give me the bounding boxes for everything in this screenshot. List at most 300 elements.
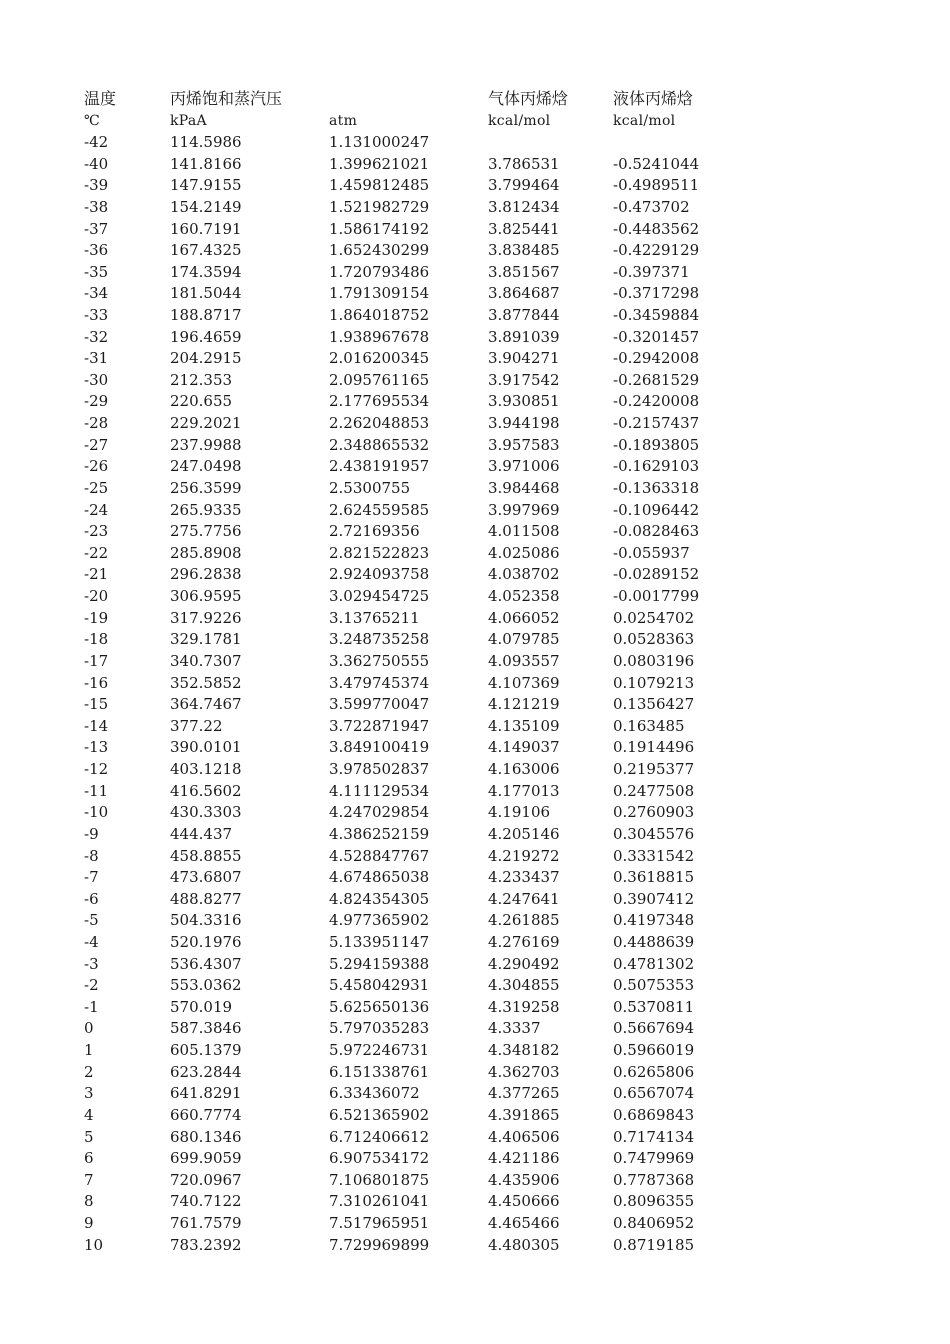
pressure-kpaa-cell: 154.2149: [170, 197, 242, 216]
pressure-atm-cell: 2.72169356: [329, 522, 420, 541]
gas-enthalpy-cell: 3.930851: [488, 392, 560, 411]
liquid-enthalpy-cell: -0.2157437: [613, 414, 700, 433]
liquid-enthalpy-cell: 0.7787368: [613, 1170, 695, 1189]
gas-enthalpy-cell: 4.319258: [488, 997, 560, 1016]
table-row: [0, 889, 950, 910]
pressure-atm-cell: 4.111129534: [329, 781, 430, 800]
pressure-kpaa-cell: 488.8277: [170, 889, 242, 908]
pressure-kpaa-cell: 114.5986: [170, 133, 242, 151]
gas-enthalpy-cell: 3.997969: [488, 500, 560, 519]
pressure-kpaa-cell: 147.9155: [170, 176, 242, 195]
temperature-cell: -1: [84, 997, 99, 1016]
liquid-enthalpy-cell: 0.6869843: [613, 1105, 695, 1124]
temperature-cell: -17: [84, 651, 109, 670]
pressure-atm-cell: 5.797035283: [329, 1019, 430, 1038]
table-row: [0, 262, 950, 283]
table-row: [0, 802, 950, 823]
gas-enthalpy-cell: 3.891039: [488, 327, 560, 346]
liquid-enthalpy-cell: 0.2195377: [613, 760, 695, 778]
pressure-kpaa-cell: 680.1346: [170, 1127, 242, 1146]
temperature-cell: 10: [84, 1235, 104, 1254]
table-row: [0, 327, 950, 348]
pressure-atm-cell: 6.712406612: [329, 1127, 430, 1146]
liquid-enthalpy-cell: -0.5241044: [613, 154, 700, 173]
pressure-kpaa-cell: 377.22: [170, 716, 223, 735]
pressure-atm-cell: 7.517965951: [329, 1214, 430, 1232]
pressure-kpaa-cell: 285.8908: [170, 543, 242, 562]
pressure-kpaa-cell: 204.2915: [170, 349, 242, 368]
table-row: [0, 370, 950, 391]
liquid-enthalpy-cell: 0.4781302: [613, 954, 695, 973]
liquid-enthalpy-cell: -0.4229129: [613, 241, 700, 260]
table-row: [0, 651, 950, 672]
liquid-enthalpy-cell: 0.7174134: [613, 1127, 695, 1146]
pressure-atm-cell: 2.016200345: [329, 349, 430, 368]
pressure-kpaa-cell: 352.5852: [170, 673, 242, 692]
liquid-enthalpy-cell: 0.8719185: [613, 1235, 695, 1254]
temperature-cell: -2: [84, 976, 99, 995]
pressure-atm-cell: 5.458042931: [329, 976, 430, 995]
pressure-kpaa-cell: 364.7467: [170, 695, 242, 714]
table-row: [0, 240, 950, 261]
temperature-cell: -11: [84, 781, 109, 800]
gas-enthalpy-cell: 3.851567: [488, 262, 560, 281]
pressure-atm-cell: 5.133951147: [329, 932, 430, 951]
table-row: [0, 197, 950, 218]
temperature-cell: -30: [84, 370, 109, 389]
pressure-atm-cell: 4.247029854: [329, 803, 430, 822]
temperature-cell: -28: [84, 414, 109, 433]
liquid-enthalpy-cell: 0.3045576: [613, 824, 695, 843]
gas-enthalpy-cell: 4.3337: [488, 1019, 541, 1038]
table-row: [0, 1105, 950, 1126]
pressure-kpaa-cell: 237.9988: [170, 435, 242, 454]
table-row: [0, 543, 950, 564]
temperature-cell: 1: [84, 1041, 94, 1059]
temperature-cell: -36: [84, 241, 109, 260]
pressure-kpaa-cell: 699.9059: [170, 1149, 242, 1168]
table-row: [0, 132, 950, 153]
pressure-atm-cell: 1.720793486: [329, 262, 430, 281]
liquid-enthalpy-cell: -0.1363318: [613, 478, 700, 497]
temperature-cell: -38: [84, 197, 109, 216]
temperature-cell: -27: [84, 435, 109, 454]
temperature-cell: -33: [84, 306, 109, 324]
unit-atm: atm: [329, 113, 358, 129]
pressure-kpaa-cell: 174.3594: [170, 262, 242, 281]
pressure-kpaa-cell: 430.3303: [170, 803, 242, 822]
liquid-enthalpy-cell: 0.1914496: [613, 738, 695, 757]
temperature-cell: -15: [84, 695, 109, 714]
pressure-atm-cell: 1.131000247: [329, 133, 430, 151]
temperature-cell: -37: [84, 219, 109, 238]
gas-enthalpy-cell: 4.480305: [488, 1235, 560, 1254]
temperature-cell: -26: [84, 457, 109, 476]
gas-enthalpy-cell: 4.19106: [488, 803, 551, 822]
pressure-kpaa-cell: 416.5602: [170, 781, 242, 800]
pressure-kpaa-cell: 740.7122: [170, 1192, 242, 1211]
temperature-cell: -19: [84, 608, 109, 627]
gas-enthalpy-cell: 3.917542: [488, 370, 560, 389]
pressure-kpaa-cell: 536.4307: [170, 954, 242, 973]
temperature-cell: -7: [84, 868, 99, 887]
pressure-atm-cell: 2.624559585: [329, 500, 430, 519]
temperature-cell: -8: [84, 846, 99, 865]
temperature-cell: -42: [84, 133, 109, 151]
pressure-atm-cell: 1.399621021: [329, 154, 430, 173]
temperature-cell: 7: [84, 1170, 94, 1189]
liquid-enthalpy-cell: -0.1096442: [613, 500, 700, 519]
gas-enthalpy-cell: 4.304855: [488, 976, 560, 995]
temperature-cell: -25: [84, 478, 109, 497]
liquid-enthalpy-cell: 0.5966019: [613, 1041, 695, 1059]
gas-enthalpy-cell: 4.121219: [488, 695, 560, 714]
temperature-cell: -13: [84, 738, 109, 757]
gas-enthalpy-cell: 4.362703: [488, 1062, 560, 1081]
pressure-kpaa-cell: 458.8855: [170, 846, 242, 865]
units-row: [0, 111, 950, 132]
pressure-atm-cell: 2.924093758: [329, 565, 430, 584]
liquid-enthalpy-cell: -0.1629103: [613, 457, 700, 476]
table-row: [0, 283, 950, 304]
liquid-enthalpy-cell: 0.3907412: [613, 889, 695, 908]
temperature-cell: -40: [84, 154, 109, 173]
table-row: [0, 175, 950, 196]
pressure-atm-cell: 2.095761165: [329, 370, 430, 389]
liquid-enthalpy-cell: -0.0828463: [613, 522, 700, 541]
table-row: [0, 478, 950, 499]
table-row: [0, 391, 950, 412]
gas-enthalpy-cell: 4.149037: [488, 738, 560, 757]
gas-enthalpy-cell: 4.377265: [488, 1084, 560, 1103]
table-row: [0, 1062, 950, 1083]
pressure-atm-cell: 4.977365902: [329, 911, 430, 930]
pressure-kpaa-cell: 229.2021: [170, 414, 242, 433]
pressure-kpaa-cell: 265.9335: [170, 500, 242, 519]
pressure-kpaa-cell: 188.8717: [170, 306, 242, 324]
liquid-enthalpy-cell: 0.5667694: [613, 1019, 695, 1038]
pressure-kpaa-cell: 403.1218: [170, 760, 242, 778]
gas-enthalpy-cell: 4.093557: [488, 651, 560, 670]
table-row: [0, 716, 950, 737]
liquid-enthalpy-cell: -0.1893805: [613, 435, 700, 454]
pressure-kpaa-cell: 275.7756: [170, 522, 242, 541]
pressure-kpaa-cell: 623.2844: [170, 1062, 242, 1081]
gas-enthalpy-cell: 3.904271: [488, 349, 560, 368]
gas-enthalpy-cell: 3.838485: [488, 241, 560, 260]
gas-enthalpy-cell: 4.135109: [488, 716, 560, 735]
temperature-cell: -34: [84, 284, 109, 303]
pressure-atm-cell: 2.262048853: [329, 414, 430, 433]
pressure-kpaa-cell: 473.6807: [170, 868, 242, 887]
pressure-kpaa-cell: 141.8166: [170, 154, 242, 173]
table-row: [0, 759, 950, 780]
gas-enthalpy-cell: 4.107369: [488, 673, 560, 692]
pressure-atm-cell: 4.528847767: [329, 846, 430, 865]
gas-enthalpy-cell: 4.177013: [488, 781, 560, 800]
temperature-cell: -16: [84, 673, 109, 692]
table-row: [0, 586, 950, 607]
pressure-kpaa-cell: 605.1379: [170, 1041, 242, 1059]
gas-enthalpy-cell: 4.261885: [488, 911, 560, 930]
table-row: [0, 997, 950, 1018]
liquid-enthalpy-cell: 0.7479969: [613, 1149, 695, 1168]
pressure-kpaa-cell: 587.3846: [170, 1019, 242, 1038]
gas-enthalpy-cell: 4.052358: [488, 587, 560, 605]
header-liquid-propylene-enthalpy: 液体丙烯焓: [613, 89, 694, 108]
temperature-cell: 9: [84, 1214, 94, 1232]
pressure-kpaa-cell: 317.9226: [170, 608, 242, 627]
table-row: [0, 219, 950, 240]
pressure-atm-cell: 6.907534172: [329, 1149, 430, 1168]
liquid-enthalpy-cell: -0.4989511: [613, 176, 700, 195]
gas-enthalpy-cell: 3.825441: [488, 219, 560, 238]
pressure-atm-cell: 4.674865038: [329, 868, 430, 887]
liquid-enthalpy-cell: -0.3459884: [613, 306, 700, 324]
pressure-atm-cell: 1.791309154: [329, 284, 430, 303]
pressure-kpaa-cell: 329.1781: [170, 630, 242, 649]
liquid-enthalpy-cell: 0.3331542: [613, 846, 695, 865]
table-row: [0, 1127, 950, 1148]
table-row: [0, 521, 950, 542]
liquid-enthalpy-cell: -0.3201457: [613, 327, 700, 346]
pressure-kpaa-cell: 520.1976: [170, 932, 242, 951]
gas-enthalpy-cell: 3.984468: [488, 478, 560, 497]
liquid-enthalpy-cell: 0.163485: [613, 716, 685, 735]
liquid-enthalpy-cell: 0.8096355: [613, 1192, 695, 1211]
gas-enthalpy-cell: 4.450666: [488, 1192, 560, 1211]
gas-enthalpy-cell: 4.163006: [488, 760, 560, 778]
pressure-atm-cell: 3.029454725: [329, 587, 430, 605]
table-row: [0, 824, 950, 845]
pressure-atm-cell: 6.33436072: [329, 1084, 420, 1103]
table-row: [0, 694, 950, 715]
liquid-enthalpy-cell: 0.1079213: [613, 673, 695, 692]
pressure-atm-cell: 3.599770047: [329, 695, 430, 714]
temperature-cell: 5: [84, 1127, 94, 1146]
pressure-kpaa-cell: 181.5044: [170, 284, 242, 303]
pressure-kpaa-cell: 247.0498: [170, 457, 242, 476]
temperature-cell: 4: [84, 1105, 94, 1124]
gas-enthalpy-cell: 4.011508: [488, 522, 560, 541]
pressure-atm-cell: 6.521365902: [329, 1105, 430, 1124]
header-row: [0, 88, 950, 109]
temperature-cell: -29: [84, 392, 109, 411]
pressure-kpaa-cell: 306.9595: [170, 587, 242, 605]
gas-enthalpy-cell: 3.864687: [488, 284, 560, 303]
pressure-atm-cell: 1.938967678: [329, 327, 430, 346]
table-row: [0, 975, 950, 996]
temperature-cell: -39: [84, 176, 109, 195]
temperature-cell: -22: [84, 543, 109, 562]
temperature-cell: -10: [84, 803, 109, 822]
temperature-cell: -6: [84, 889, 99, 908]
header-gas-propylene-enthalpy: 气体丙烯焓: [488, 89, 569, 108]
liquid-enthalpy-cell: 0.0803196: [613, 651, 695, 670]
table-row: [0, 867, 950, 888]
liquid-enthalpy-cell: 0.4488639: [613, 932, 695, 951]
liquid-enthalpy-cell: 0.0254702: [613, 608, 695, 627]
pressure-kpaa-cell: 390.0101: [170, 738, 242, 757]
table-row: [0, 629, 950, 650]
gas-enthalpy-cell: 4.219272: [488, 846, 560, 865]
liquid-enthalpy-cell: 0.2760903: [613, 803, 695, 822]
table-row: [0, 1083, 950, 1104]
temperature-cell: -3: [84, 954, 99, 973]
liquid-enthalpy-cell: 0.5370811: [613, 997, 695, 1016]
liquid-enthalpy-cell: -0.055937: [613, 543, 690, 562]
pressure-atm-cell: 4.824354305: [329, 889, 430, 908]
gas-enthalpy-cell: 4.276169: [488, 932, 560, 951]
table-row: [0, 1235, 950, 1256]
table-row: [0, 673, 950, 694]
table-row: [0, 1040, 950, 1061]
pressure-atm-cell: 1.652430299: [329, 241, 430, 260]
table-row: [0, 737, 950, 758]
table-row: [0, 1213, 950, 1234]
pressure-atm-cell: 2.438191957: [329, 457, 430, 476]
temperature-cell: -21: [84, 565, 109, 584]
pressure-atm-cell: 3.978502837: [329, 760, 430, 778]
temperature-cell: -23: [84, 522, 109, 541]
table-row: [0, 564, 950, 585]
liquid-enthalpy-cell: 0.8406952: [613, 1214, 695, 1232]
gas-enthalpy-cell: 4.066052: [488, 608, 560, 627]
pressure-kpaa-cell: 761.7579: [170, 1214, 242, 1232]
pressure-kpaa-cell: 553.0362: [170, 976, 242, 995]
pressure-atm-cell: 3.248735258: [329, 630, 430, 649]
table-row: [0, 305, 950, 326]
temperature-cell: -35: [84, 262, 109, 281]
liquid-enthalpy-cell: 0.1356427: [613, 695, 695, 714]
pressure-atm-cell: 5.625650136: [329, 997, 430, 1016]
liquid-enthalpy-cell: 0.6567074: [613, 1084, 695, 1103]
liquid-enthalpy-cell: 0.4197348: [613, 911, 695, 930]
pressure-atm-cell: 1.586174192: [329, 219, 430, 238]
pressure-kpaa-cell: 212.353: [170, 370, 233, 389]
pressure-kpaa-cell: 220.655: [170, 392, 233, 411]
temperature-cell: -5: [84, 911, 99, 930]
temperature-cell: 0: [84, 1019, 94, 1038]
gas-enthalpy-cell: 4.079785: [488, 630, 560, 649]
table-row: [0, 846, 950, 867]
temperature-cell: 8: [84, 1192, 94, 1211]
pressure-kpaa-cell: 783.2392: [170, 1235, 242, 1254]
liquid-enthalpy-cell: 0.5075353: [613, 976, 695, 995]
pressure-atm-cell: 6.151338761: [329, 1062, 430, 1081]
pressure-kpaa-cell: 256.3599: [170, 478, 242, 497]
gas-enthalpy-cell: 4.348182: [488, 1041, 560, 1059]
gas-enthalpy-cell: 3.971006: [488, 457, 560, 476]
temperature-cell: -31: [84, 349, 109, 368]
gas-enthalpy-cell: 4.205146: [488, 824, 560, 843]
gas-enthalpy-cell: 4.465466: [488, 1214, 560, 1232]
pressure-atm-cell: 1.864018752: [329, 306, 430, 324]
temperature-cell: 3: [84, 1084, 94, 1103]
table-row: [0, 954, 950, 975]
gas-enthalpy-cell: 4.247641: [488, 889, 560, 908]
liquid-enthalpy-cell: 0.6265806: [613, 1062, 695, 1081]
pressure-kpaa-cell: 296.2838: [170, 565, 242, 584]
gas-enthalpy-cell: 3.812434: [488, 197, 560, 216]
liquid-enthalpy-cell: 0.3618815: [613, 868, 695, 887]
table-row: [0, 1018, 950, 1039]
pressure-atm-cell: 5.972246731: [329, 1041, 430, 1059]
temperature-cell: 2: [84, 1062, 94, 1081]
temperature-cell: -32: [84, 327, 109, 346]
pressure-atm-cell: 2.348865532: [329, 435, 430, 454]
gas-enthalpy-cell: 3.799464: [488, 176, 560, 195]
table-row: [0, 154, 950, 175]
gas-enthalpy-cell: 4.290492: [488, 954, 560, 973]
pressure-atm-cell: 4.386252159: [329, 824, 430, 843]
liquid-enthalpy-cell: -0.0017799: [613, 587, 700, 605]
gas-enthalpy-cell: 4.421186: [488, 1149, 560, 1168]
gas-enthalpy-cell: 4.406506: [488, 1127, 560, 1146]
pressure-kpaa-cell: 504.3316: [170, 911, 242, 930]
pressure-kpaa-cell: 167.4325: [170, 241, 242, 260]
gas-enthalpy-cell: 4.038702: [488, 565, 560, 584]
pressure-kpaa-cell: 340.7307: [170, 651, 242, 670]
pressure-atm-cell: 3.849100419: [329, 738, 430, 757]
liquid-enthalpy-cell: -0.2942008: [613, 349, 700, 368]
liquid-enthalpy-cell: -0.3717298: [613, 284, 700, 303]
unit-liquid-enthalpy: kcal/mol: [613, 113, 676, 129]
pressure-atm-cell: 3.13765211: [329, 608, 420, 627]
table-row: [0, 435, 950, 456]
table-row: [0, 500, 950, 521]
unit-gas-enthalpy: kcal/mol: [488, 113, 551, 129]
gas-enthalpy-cell: 3.957583: [488, 435, 560, 454]
gas-enthalpy-cell: 3.786531: [488, 154, 560, 173]
header-temperature: 温度: [84, 89, 117, 108]
pressure-atm-cell: 3.722871947: [329, 716, 430, 735]
pressure-kpaa-cell: 641.8291: [170, 1084, 242, 1103]
pressure-kpaa-cell: 444.437: [170, 824, 233, 843]
table-row: [0, 781, 950, 802]
pressure-atm-cell: 3.362750555: [329, 651, 430, 670]
liquid-enthalpy-cell: 0.0528363: [613, 630, 695, 649]
temperature-cell: -24: [84, 500, 109, 519]
table-row: [0, 413, 950, 434]
gas-enthalpy-cell: 4.233437: [488, 868, 560, 887]
liquid-enthalpy-cell: -0.473702: [613, 197, 690, 216]
liquid-enthalpy-cell: -0.0289152: [613, 565, 700, 584]
pressure-atm-cell: 1.459812485: [329, 176, 430, 195]
pressure-atm-cell: 7.106801875: [329, 1170, 430, 1189]
gas-enthalpy-cell: 4.435906: [488, 1170, 560, 1189]
temperature-cell: -4: [84, 932, 99, 951]
table-row: [0, 348, 950, 369]
unit-temperature: ℃: [84, 113, 100, 129]
liquid-enthalpy-cell: -0.2420008: [613, 392, 700, 411]
pressure-atm-cell: 7.729969899: [329, 1235, 430, 1254]
liquid-enthalpy-cell: -0.397371: [613, 262, 690, 281]
pressure-kpaa-cell: 720.0967: [170, 1170, 242, 1189]
pressure-atm-cell: 2.177695534: [329, 392, 430, 411]
pressure-atm-cell: 2.5300755: [329, 478, 411, 497]
liquid-enthalpy-cell: -0.4483562: [613, 219, 700, 238]
table-row: [0, 456, 950, 477]
table-row: [0, 1148, 950, 1169]
gas-enthalpy-cell: 4.025086: [488, 543, 560, 562]
table-row: [0, 608, 950, 629]
temperature-cell: -14: [84, 716, 109, 735]
gas-enthalpy-cell: 3.944198: [488, 414, 560, 433]
gas-enthalpy-cell: 3.877844: [488, 306, 560, 324]
table-row: [0, 932, 950, 953]
temperature-cell: -12: [84, 760, 109, 778]
